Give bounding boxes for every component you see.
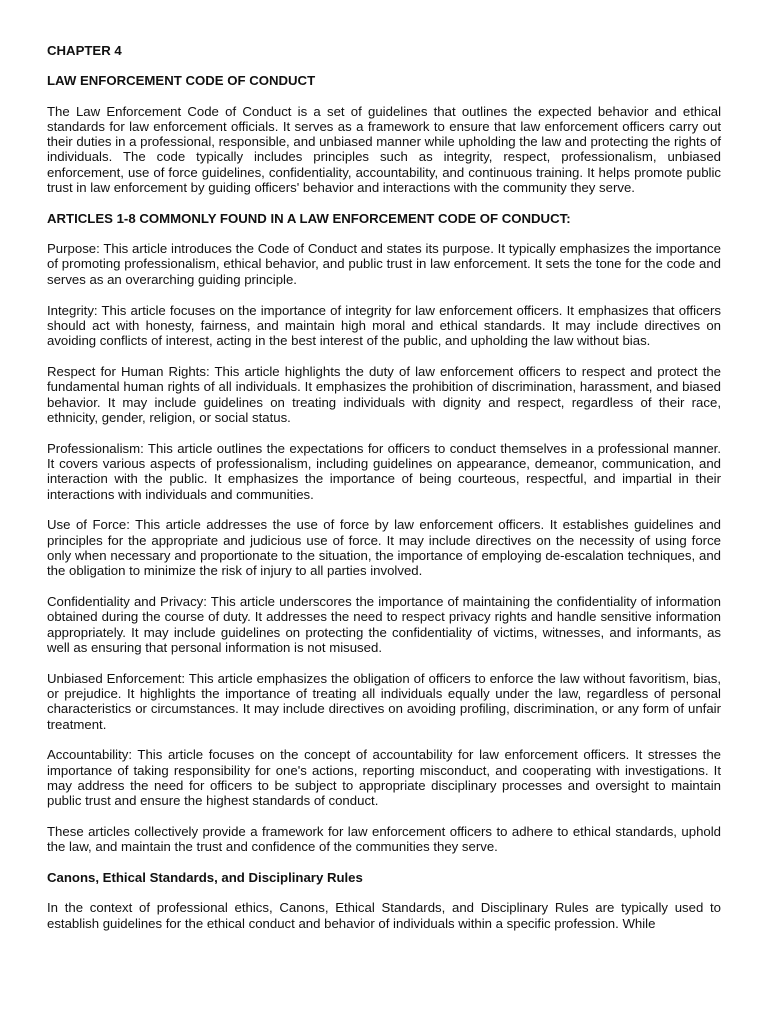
- article-professionalism: Professionalism: This article outlines the expectations for officers to conduct themselves in a professional manner. It covers various aspects of professionalism, including guidelines on appearance, demeanor, communication, and interaction with the public. It emphasizes the importance of being courteous, respectful, and impartial in their interactions with individuals and communities.: [47, 440, 721, 502]
- article-accountability: Accountability: This article focuses on the concept of accountability for law enforcement officers. It stresses the importance of taking responsibility for one's actions, reporting misconduct, and cooperating with investigations. It may address the need for officers to be subject to appropriate disciplinary processes and oversight to maintain public trust and ensure the highest standards of conduct.: [47, 747, 721, 809]
- document-page: [47, 43, 721, 931]
- article-integrity: Integrity: This article focuses on the importance of integrity for law enforcement officers. It emphasizes that officers should act with honesty, fairness, and maintain high moral and ethical standards. It may include directives on avoiding conflicts of interest, acting in the best interest of the public, and upholding the law without bias.: [47, 302, 721, 349]
- article-purpose: Purpose: This article introduces the Code of Conduct and states its purpose. It typically emphasizes the importance of promoting professionalism, ethical behavior, and public trust in law enforcement. It sets the tone for the code and serves as an overarching guiding principle.: [47, 241, 721, 287]
- article-use-of-force: Use of Force: This article addresses the use of force by law enforcement officers. It establishes guidelines and principles for the appropriate and judicious use of force. It may include directives on the necessity of using force only when necessary and proportionate to the situation, the importance of employing de-escalation techniques, and the obligation to minimize the risk of injury to all parties involved.: [47, 517, 721, 579]
- canons-intro-paragraph: In the context of professional ethics, Canons, Ethical Standards, and Disciplinary Rules are typically used to establish guidelines for the ethical conduct and behavior of individuals within a specific profession. While: [47, 900, 721, 931]
- article-confidentiality: Confidentiality and Privacy: This article underscores the importance of maintaining the confidentiality of information obtained during the course of duty. It addresses the need to respect privacy rights and handle sensitive information appropriately. It may include guidelines on protecting the confidentiality of victims, witnesses, and informants, as well as ensuring that personal information is not misused.: [47, 594, 721, 655]
- intro-paragraph: The Law Enforcement Code of Conduct is a set of guidelines that outlines the expected behavior and ethical standards for law enforcement officials. It serves as a framework to ensure that law enforcement officers carry out their duties in a professional, responsible, and unbiased manner while upholding the law and protecting the rights of individuals. The code typically includes principles such as integrity, respect, professionalism, unbiased enforcement, use of force guidelines, confidentiality, accountability, and continuous training. It helps promote public trust in law enforcement by guiding officers' behavior and interactions with the community they serve.: [47, 103, 721, 196]
- article-respect-human-rights: Respect for Human Rights: This article highlights the duty of law enforcement officers to respect and protect the fundamental human rights of all individuals. It emphasizes the prohibition of discrimination, harassment, and biased behavior. It may include guidelines on treating individuals with dignity and respect, regardless of their race, ethnicity, gender, religion, or social status.: [47, 363, 721, 425]
- canons-heading: Canons, Ethical Standards, and Disciplinary Rules: [47, 870, 363, 886]
- chapter-heading: CHAPTER 4: [47, 43, 122, 58]
- article-unbiased-enforcement: Unbiased Enforcement: This article emphasizes the obligation of officers to enforce the law without favoritism, bias, or prejudice. It highlights the importance of treating all individuals equally under the law, regardless of personal characteristics or circumstances. It may include directives on avoiding profiling, discrimination, or any form of unfair treatment.: [47, 670, 721, 732]
- summary-paragraph: These articles collectively provide a framework for law enforcement officers to adhere to ethical standards, uphold the law, and maintain the trust and confidence of the communities they serve.: [47, 824, 721, 855]
- articles-heading: ARTICLES 1-8 COMMONLY FOUND IN A LAW ENFORCEMENT CODE OF CONDUCT:: [47, 210, 571, 226]
- document-title: LAW ENFORCEMENT CODE OF CONDUCT: [47, 73, 316, 89]
